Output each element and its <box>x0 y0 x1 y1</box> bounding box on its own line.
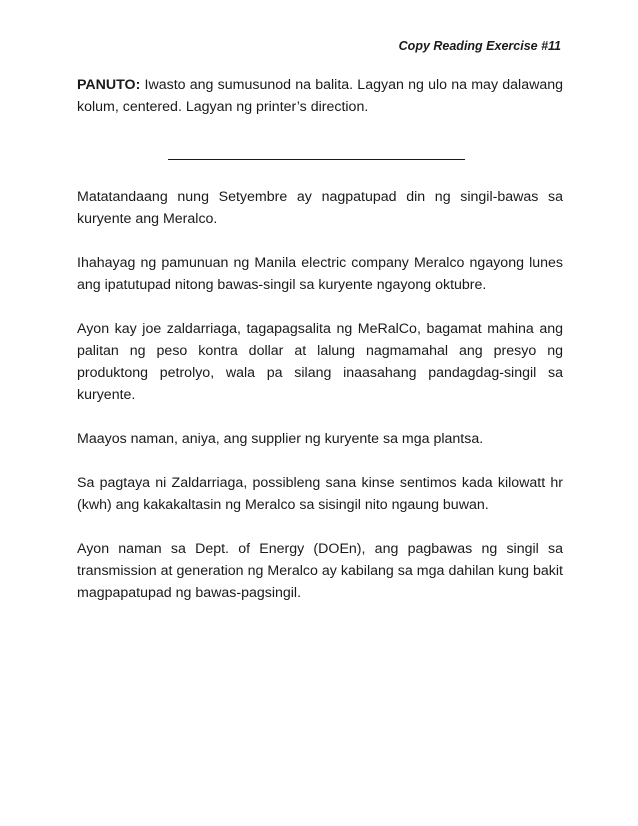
instruction-text: Iwasto ang sumusunod na balita. Lagyan ng ulo na may dalawang kolum, centered. Lagyan ng printer’s direction. <box>77 77 563 115</box>
instruction-label: PANUTO: <box>77 77 141 93</box>
document-body <box>77 74 563 626</box>
story-paragraph-6: Ayon naman sa Dept. of Energy (DOEn), ang pagbawas ng singil sa transmission at generation ng Meralco ay kabilang sa mga dahilan kung bakit magpapatupad ng bawas-pagsingil. <box>77 541 563 601</box>
exercise-header: Copy Reading Exercise #11 <box>398 39 561 53</box>
story-paragraph-3: Ayon kay joe zaldarriaga, tagapagsalita ng MeRalCo, bagamat mahina ang palitan ng peso kontra dollar at lalung nagmamahal ang presyo ng produktong petrolyo, wala pa silang inaasahang pandagdag-singil sa kuryente. <box>77 321 563 403</box>
story-paragraph-1: Matatandaang nung Setyembre ay nagpatupad din ng singil-bawas sa kuryente ang Meralco. <box>77 189 563 227</box>
instruction-paragraph <box>77 74 563 118</box>
story-paragraph-2: Ihahayag ng pamunuan ng Manila electric company Meralco ngayong lunes ang ipatutupad nitong bawas-singil sa kuryente ngayong oktubre. <box>77 255 563 293</box>
headline-blank-line <box>168 159 465 160</box>
story-paragraph-5: Sa pagtaya ni Zaldarriaga, possibleng sana kinse sentimos kada kilowatt hr (kwh) ang kakakaltasin ng Meralco sa sisingil nito ngaung buwan. <box>77 475 563 513</box>
story-paragraph-4: Maayos naman, aniya, ang supplier ng kuryente sa mga plantsa. <box>77 431 484 447</box>
news-story <box>77 186 563 604</box>
